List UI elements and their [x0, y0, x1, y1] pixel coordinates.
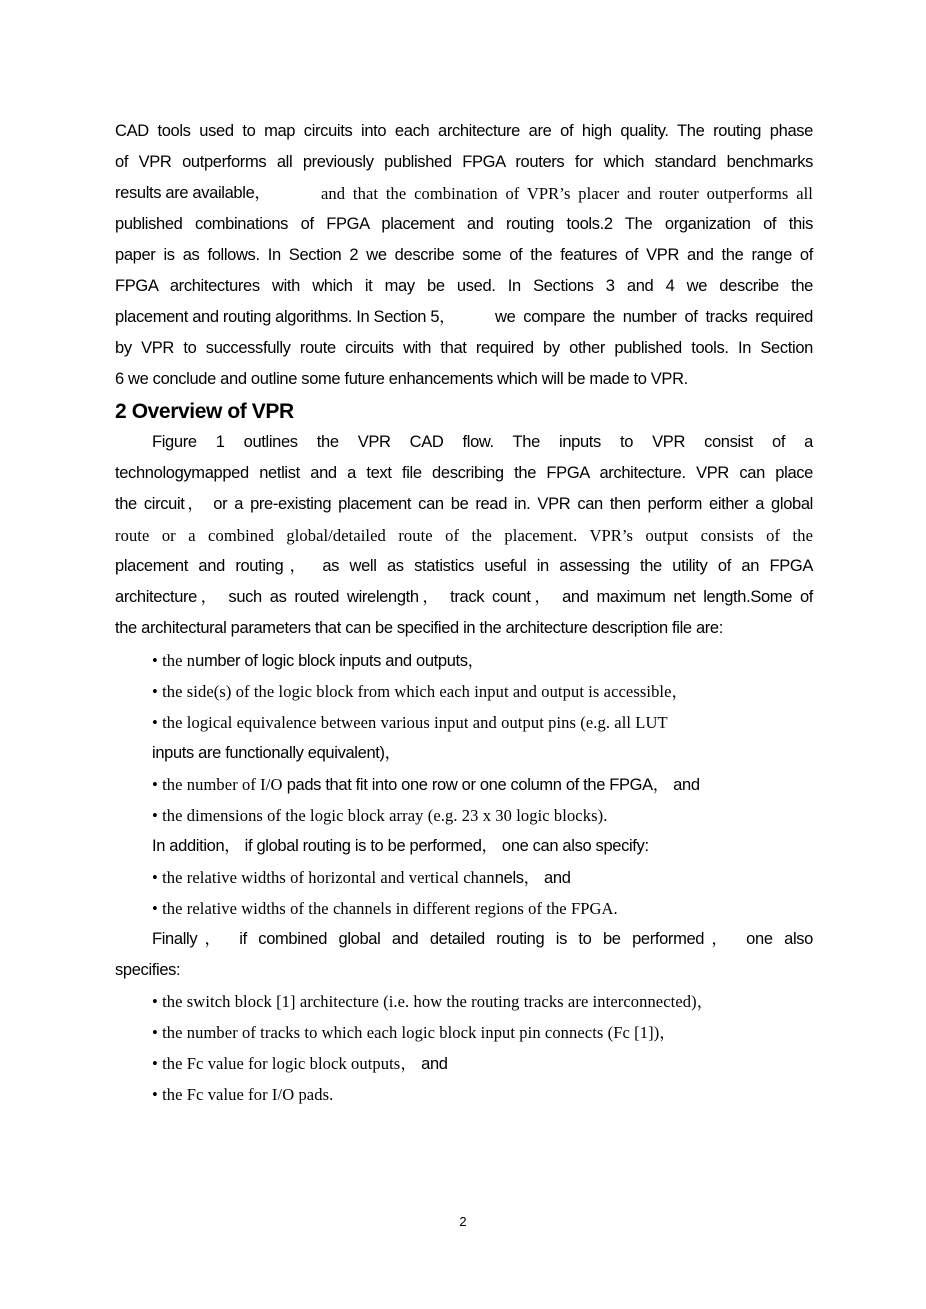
text-line: [115, 302, 813, 333]
text-line: 6 we conclude and outline some future enhancements which will be made to VPR.: [115, 370, 688, 388]
text-fragment: results are available，: [115, 184, 271, 202]
list-item-text: and: [416, 1055, 448, 1073]
text-fragment: placement and routing algorithms. In Section 5，: [115, 308, 456, 326]
section-heading: 2 Overview of VPR: [115, 400, 294, 423]
text-line: published combinations of FPGA placement and routing tools.2 The organization of this: [115, 215, 813, 233]
text-line: specifies:: [115, 961, 181, 979]
list-item: [152, 769, 700, 800]
list-item: [152, 1048, 448, 1079]
text-block: [115, 955, 813, 986]
text-line: route or a combined global/detailed route of the placement. VPR’s output consists of the: [115, 526, 813, 545]
list-item-continuation: inputs are functionally equivalent)，: [152, 744, 401, 762]
text-line: architecture， such as routed wirelength， track count， and maximum net length.Some of: [115, 588, 813, 606]
text-line: Figure 1 outlines the VPR CAD flow. The inputs to VPR consist of a: [152, 433, 813, 451]
text-line: In addition， if global routing is to be performed， one can also specify:: [152, 837, 649, 855]
page-number: 2: [459, 1214, 467, 1229]
text-line: technologymapped netlist and a text file describing the FPGA architecture. VPR can place: [115, 464, 813, 482]
list-item-text: umber of logic block inputs and outputs，: [195, 652, 484, 670]
list-item-text: • the number of I/O: [152, 775, 287, 794]
text-line: CAD tools used to map circuits into each architecture are of high quality. The routing phase: [115, 122, 813, 140]
text-line: the circuit， or a pre-existing placement can be read in. VPR can then perform either a global: [115, 495, 813, 513]
text-fragment: and that the combination of VPR’s placer and router outperforms all: [321, 184, 813, 203]
list-item: • the dimensions of the logic block array (e.g. 23 x 30 logic blocks).: [152, 806, 608, 825]
list-item: • the switch block [1] architecture (i.e. how the routing tracks are interconnected)，: [152, 992, 714, 1011]
list-item: • the relative widths of the channels in different regions of the FPGA.: [152, 899, 618, 918]
text-line: of VPR outperforms all previously published FPGA routers for which standard benchmarks: [115, 153, 813, 171]
list-item-text: nels， and: [494, 869, 571, 887]
list-item-text: pads that fit into one row or one column of the FPGA， and: [286, 776, 700, 794]
text-line: placement and routing， as well as statistics useful in assessing the utility of an FPGA: [115, 557, 813, 575]
text-line: by VPR to successfully route circuits with that required by other published tools. In Section: [115, 339, 813, 357]
list-item: [152, 862, 571, 893]
text-line: the architectural parameters that can be specified in the architecture description file are:: [115, 619, 723, 637]
list-item-text: • the n: [152, 651, 196, 670]
text-line: [115, 178, 813, 209]
list-item: [152, 645, 484, 676]
overview-paragraph: [115, 458, 813, 644]
list-item: • the side(s) of the logic block from which each input and output is accessible，: [152, 682, 689, 701]
text-fragment: we compare the number of tracks required: [495, 308, 813, 326]
text-line: paper is as follows. In Section 2 we describe some of the features of VPR and the range of: [115, 246, 813, 264]
list-item: • the logical equivalence between various input and output pins (e.g. all LUT: [152, 713, 668, 732]
list-item-text: • the Fc value for logic block outputs，: [152, 1054, 417, 1073]
list-item: • the Fc value for I/O pads.: [152, 1085, 334, 1104]
text-line: FPGA architectures with which it may be used. In Sections 3 and 4 we describe the: [115, 277, 813, 295]
text-line: Finally， if combined global and detailed routing is to be performed， one also: [152, 930, 813, 948]
intro-paragraph: [115, 116, 813, 395]
list-item-text: • the relative widths of horizontal and vertical chan: [152, 868, 495, 887]
list-item: • the number of tracks to which each logic block input pin connects (Fc [1])，: [152, 1023, 676, 1042]
